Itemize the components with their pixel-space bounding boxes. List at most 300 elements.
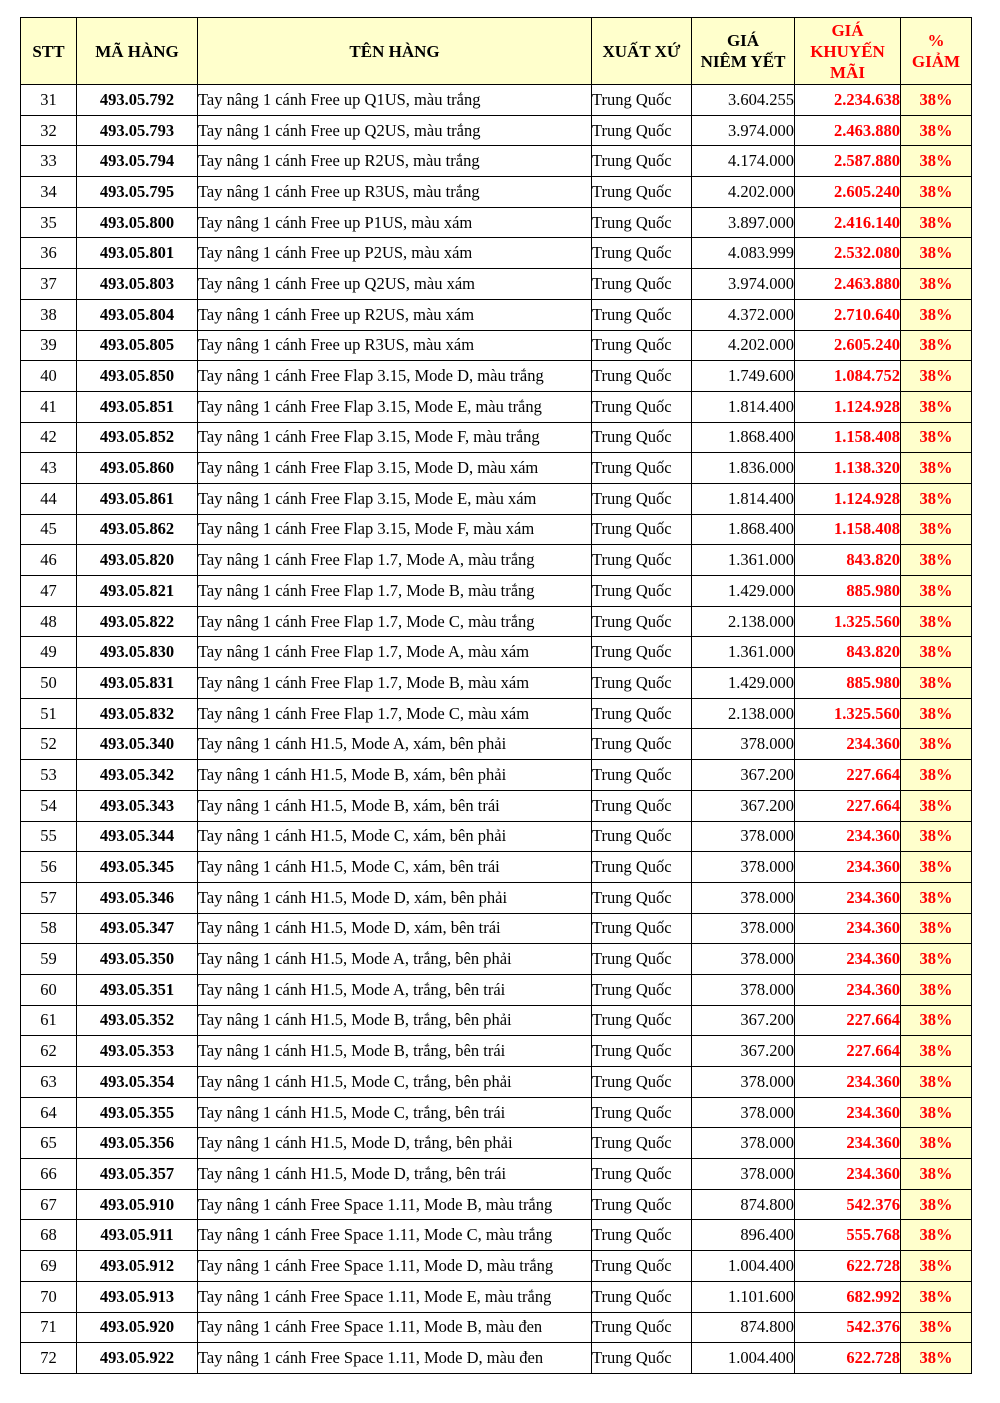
table-row <box>21 1128 972 1159</box>
cell-promo-price: 885.980 <box>795 668 901 699</box>
table-row <box>21 545 972 576</box>
cell-origin: Trung Quốc <box>592 545 692 576</box>
cell-name: Tay nâng 1 cánh Free Flap 3.15, Mode E, màu xám <box>198 483 592 514</box>
cell-list-price: 1.101.600 <box>692 1281 795 1312</box>
cell-stt: 57 <box>21 882 77 913</box>
cell-list-price: 378.000 <box>692 1159 795 1190</box>
cell-origin: Trung Quốc <box>592 821 692 852</box>
cell-stt: 44 <box>21 483 77 514</box>
cell-promo-price: 2.463.880 <box>795 115 901 146</box>
cell-promo-price: 2.605.240 <box>795 177 901 208</box>
cell-discount: 38% <box>901 821 972 852</box>
cell-stt: 56 <box>21 852 77 883</box>
header-list-price-line2: NIÊM YẾT <box>700 52 786 71</box>
cell-name: Tay nâng 1 cánh Free up Q2US, màu xám <box>198 269 592 300</box>
cell-name: Tay nâng 1 cánh H1.5, Mode C, xám, bên trái <box>198 852 592 883</box>
cell-list-price: 874.800 <box>692 1189 795 1220</box>
cell-origin: Trung Quốc <box>592 177 692 208</box>
cell-stt: 41 <box>21 391 77 422</box>
header-stt: STT <box>21 18 77 85</box>
table-row <box>21 514 972 545</box>
cell-list-price: 378.000 <box>692 882 795 913</box>
cell-stt: 35 <box>21 207 77 238</box>
cell-promo-price: 2.605.240 <box>795 330 901 361</box>
cell-code: 493.05.804 <box>77 299 198 330</box>
header-promo-line2: KHUYẾN <box>810 41 885 61</box>
table-row <box>21 422 972 453</box>
cell-name: Tay nâng 1 cánh H1.5, Mode D, xám, bên phải <box>198 882 592 913</box>
table-row <box>21 453 972 484</box>
cell-list-price: 378.000 <box>692 913 795 944</box>
cell-list-price: 1.361.000 <box>692 545 795 576</box>
cell-promo-price: 2.416.140 <box>795 207 901 238</box>
cell-stt: 62 <box>21 1036 77 1067</box>
cell-code: 493.05.792 <box>77 85 198 116</box>
cell-list-price: 4.202.000 <box>692 177 795 208</box>
cell-list-price: 1.361.000 <box>692 637 795 668</box>
cell-code: 493.05.820 <box>77 545 198 576</box>
cell-origin: Trung Quốc <box>592 1312 692 1343</box>
cell-origin: Trung Quốc <box>592 1097 692 1128</box>
cell-stt: 70 <box>21 1281 77 1312</box>
cell-discount: 38% <box>901 361 972 392</box>
cell-discount: 38% <box>901 760 972 791</box>
cell-stt: 59 <box>21 944 77 975</box>
cell-stt: 61 <box>21 1005 77 1036</box>
cell-origin: Trung Quốc <box>592 269 692 300</box>
cell-name: Tay nâng 1 cánh Free Flap 1.7, Mode C, màu trắng <box>198 606 592 637</box>
table-row <box>21 576 972 607</box>
cell-origin: Trung Quốc <box>592 1281 692 1312</box>
cell-code: 493.05.860 <box>77 453 198 484</box>
cell-stt: 33 <box>21 146 77 177</box>
table-row <box>21 1005 972 1036</box>
cell-origin: Trung Quốc <box>592 1128 692 1159</box>
cell-name: Tay nâng 1 cánh H1.5, Mode D, xám, bên trái <box>198 913 592 944</box>
cell-code: 493.05.344 <box>77 821 198 852</box>
cell-origin: Trung Quốc <box>592 238 692 269</box>
cell-discount: 38% <box>901 1189 972 1220</box>
table-row <box>21 269 972 300</box>
cell-discount: 38% <box>901 453 972 484</box>
cell-promo-price: 234.360 <box>795 974 901 1005</box>
cell-discount: 38% <box>901 1220 972 1251</box>
cell-discount: 38% <box>901 1159 972 1190</box>
cell-promo-price: 234.360 <box>795 1128 901 1159</box>
cell-promo-price: 1.124.928 <box>795 391 901 422</box>
cell-discount: 38% <box>901 391 972 422</box>
cell-stt: 40 <box>21 361 77 392</box>
table-row <box>21 1220 972 1251</box>
cell-promo-price: 1.325.560 <box>795 698 901 729</box>
cell-promo-price: 234.360 <box>795 1159 901 1190</box>
cell-discount: 38% <box>901 606 972 637</box>
cell-code: 493.05.910 <box>77 1189 198 1220</box>
cell-name: Tay nâng 1 cánh Free Flap 3.15, Mode F, màu xám <box>198 514 592 545</box>
cell-origin: Trung Quốc <box>592 146 692 177</box>
cell-name: Tay nâng 1 cánh Free up R2US, màu trắng <box>198 146 592 177</box>
cell-list-price: 2.138.000 <box>692 698 795 729</box>
table-row <box>21 1251 972 1282</box>
cell-origin: Trung Quốc <box>592 422 692 453</box>
cell-name: Tay nâng 1 cánh Free Flap 1.7, Mode A, màu xám <box>198 637 592 668</box>
cell-origin: Trung Quốc <box>592 514 692 545</box>
cell-name: Tay nâng 1 cánh Free up P1US, màu xám <box>198 207 592 238</box>
cell-origin: Trung Quốc <box>592 453 692 484</box>
table-row <box>21 1281 972 1312</box>
cell-name: Tay nâng 1 cánh Free up R3US, màu trắng <box>198 177 592 208</box>
cell-stt: 43 <box>21 453 77 484</box>
cell-name: Tay nâng 1 cánh H1.5, Mode A, trắng, bên trái <box>198 974 592 1005</box>
cell-name: Tay nâng 1 cánh Free Flap 1.7, Mode A, màu trắng <box>198 545 592 576</box>
cell-code: 493.05.922 <box>77 1343 198 1374</box>
table-row <box>21 361 972 392</box>
cell-code: 493.05.800 <box>77 207 198 238</box>
cell-code: 493.05.345 <box>77 852 198 883</box>
cell-promo-price: 2.532.080 <box>795 238 901 269</box>
cell-stt: 48 <box>21 606 77 637</box>
cell-discount: 38% <box>901 146 972 177</box>
table-row <box>21 207 972 238</box>
cell-list-price: 2.138.000 <box>692 606 795 637</box>
cell-stt: 69 <box>21 1251 77 1282</box>
cell-list-price: 3.974.000 <box>692 115 795 146</box>
cell-origin: Trung Quốc <box>592 207 692 238</box>
cell-discount: 38% <box>901 944 972 975</box>
cell-code: 493.05.342 <box>77 760 198 791</box>
cell-list-price: 896.400 <box>692 1220 795 1251</box>
cell-name: Tay nâng 1 cánh Free Flap 3.15, Mode E, màu trắng <box>198 391 592 422</box>
cell-stt: 52 <box>21 729 77 760</box>
table-row <box>21 729 972 760</box>
cell-list-price: 1.868.400 <box>692 514 795 545</box>
cell-discount: 38% <box>901 1281 972 1312</box>
cell-stt: 53 <box>21 760 77 791</box>
cell-code: 493.05.350 <box>77 944 198 975</box>
cell-name: Tay nâng 1 cánh Free Space 1.11, Mode D, màu trắng <box>198 1251 592 1282</box>
cell-code: 493.05.911 <box>77 1220 198 1251</box>
table-row <box>21 483 972 514</box>
cell-list-price: 1.814.400 <box>692 391 795 422</box>
cell-code: 493.05.831 <box>77 668 198 699</box>
table-row <box>21 698 972 729</box>
cell-list-price: 1.429.000 <box>692 668 795 699</box>
cell-name: Tay nâng 1 cánh Free Flap 1.7, Mode C, màu xám <box>198 698 592 729</box>
cell-code: 493.05.793 <box>77 115 198 146</box>
cell-code: 493.05.803 <box>77 269 198 300</box>
cell-stt: 66 <box>21 1159 77 1190</box>
cell-list-price: 3.897.000 <box>692 207 795 238</box>
table-row <box>21 299 972 330</box>
cell-code: 493.05.852 <box>77 422 198 453</box>
cell-stt: 60 <box>21 974 77 1005</box>
cell-origin: Trung Quốc <box>592 882 692 913</box>
cell-name: Tay nâng 1 cánh Free Flap 1.7, Mode B, màu trắng <box>198 576 592 607</box>
table-row <box>21 913 972 944</box>
cell-list-price: 1.868.400 <box>692 422 795 453</box>
cell-discount: 38% <box>901 269 972 300</box>
cell-discount: 38% <box>901 1036 972 1067</box>
table-body <box>21 85 972 1374</box>
cell-discount: 38% <box>901 1312 972 1343</box>
cell-name: Tay nâng 1 cánh Free Space 1.11, Mode B, màu trắng <box>198 1189 592 1220</box>
cell-origin: Trung Quốc <box>592 729 692 760</box>
cell-origin: Trung Quốc <box>592 330 692 361</box>
cell-promo-price: 1.138.320 <box>795 453 901 484</box>
cell-list-price: 4.372.000 <box>692 299 795 330</box>
cell-code: 493.05.356 <box>77 1128 198 1159</box>
cell-stt: 38 <box>21 299 77 330</box>
cell-promo-price: 542.376 <box>795 1312 901 1343</box>
cell-name: Tay nâng 1 cánh H1.5, Mode C, xám, bên phải <box>198 821 592 852</box>
cell-name: Tay nâng 1 cánh Free up R3US, màu xám <box>198 330 592 361</box>
cell-code: 493.05.354 <box>77 1067 198 1098</box>
cell-list-price: 378.000 <box>692 944 795 975</box>
cell-list-price: 4.083.999 <box>692 238 795 269</box>
cell-discount: 38% <box>901 882 972 913</box>
cell-code: 493.05.830 <box>77 637 198 668</box>
cell-list-price: 874.800 <box>692 1312 795 1343</box>
cell-name: Tay nâng 1 cánh Free Flap 3.15, Mode D, màu trắng <box>198 361 592 392</box>
table-header <box>21 18 972 85</box>
cell-name: Tay nâng 1 cánh Free Flap 3.15, Mode D, màu xám <box>198 453 592 484</box>
cell-discount: 38% <box>901 115 972 146</box>
cell-origin: Trung Quốc <box>592 974 692 1005</box>
table-row <box>21 177 972 208</box>
cell-origin: Trung Quốc <box>592 576 692 607</box>
header-promo-line3: MÃI <box>830 62 865 82</box>
table-row <box>21 668 972 699</box>
cell-code: 493.05.357 <box>77 1159 198 1190</box>
cell-stt: 55 <box>21 821 77 852</box>
cell-name: Tay nâng 1 cánh H1.5, Mode C, trắng, bên trái <box>198 1097 592 1128</box>
cell-code: 493.05.355 <box>77 1097 198 1128</box>
cell-origin: Trung Quốc <box>592 391 692 422</box>
cell-name: Tay nâng 1 cánh H1.5, Mode B, trắng, bên trái <box>198 1036 592 1067</box>
cell-discount: 38% <box>901 207 972 238</box>
table-row <box>21 1097 972 1128</box>
cell-origin: Trung Quốc <box>592 913 692 944</box>
cell-code: 493.05.850 <box>77 361 198 392</box>
cell-list-price: 378.000 <box>692 729 795 760</box>
cell-stt: 72 <box>21 1343 77 1374</box>
cell-code: 493.05.343 <box>77 790 198 821</box>
cell-discount: 38% <box>901 545 972 576</box>
cell-list-price: 367.200 <box>692 760 795 791</box>
header-name: TÊN HÀNG <box>198 18 592 85</box>
table-row <box>21 1159 972 1190</box>
cell-stt: 65 <box>21 1128 77 1159</box>
cell-discount: 38% <box>901 1128 972 1159</box>
cell-promo-price: 542.376 <box>795 1189 901 1220</box>
cell-stt: 32 <box>21 115 77 146</box>
cell-promo-price: 227.664 <box>795 760 901 791</box>
cell-promo-price: 555.768 <box>795 1220 901 1251</box>
cell-promo-price: 234.360 <box>795 729 901 760</box>
header-discount-line2: GIẢM <box>911 52 961 71</box>
cell-list-price: 1.749.600 <box>692 361 795 392</box>
table-row <box>21 1189 972 1220</box>
cell-list-price: 367.200 <box>692 790 795 821</box>
cell-stt: 54 <box>21 790 77 821</box>
cell-origin: Trung Quốc <box>592 483 692 514</box>
cell-origin: Trung Quốc <box>592 852 692 883</box>
cell-name: Tay nâng 1 cánh Free Flap 1.7, Mode B, màu xám <box>198 668 592 699</box>
cell-stt: 68 <box>21 1220 77 1251</box>
cell-discount: 38% <box>901 85 972 116</box>
cell-promo-price: 234.360 <box>795 1067 901 1098</box>
cell-promo-price: 227.664 <box>795 790 901 821</box>
cell-promo-price: 227.664 <box>795 1005 901 1036</box>
cell-promo-price: 843.820 <box>795 637 901 668</box>
cell-name: Tay nâng 1 cánh Free up P2US, màu xám <box>198 238 592 269</box>
cell-discount: 38% <box>901 483 972 514</box>
cell-list-price: 378.000 <box>692 1128 795 1159</box>
cell-promo-price: 227.664 <box>795 1036 901 1067</box>
cell-discount: 38% <box>901 1251 972 1282</box>
cell-origin: Trung Quốc <box>592 1343 692 1374</box>
cell-list-price: 4.174.000 <box>692 146 795 177</box>
cell-origin: Trung Quốc <box>592 299 692 330</box>
cell-discount: 38% <box>901 1097 972 1128</box>
cell-discount: 38% <box>901 668 972 699</box>
table-row <box>21 238 972 269</box>
cell-discount: 38% <box>901 299 972 330</box>
cell-list-price: 367.200 <box>692 1036 795 1067</box>
cell-promo-price: 234.360 <box>795 1097 901 1128</box>
cell-discount: 38% <box>901 1343 972 1374</box>
cell-stt: 58 <box>21 913 77 944</box>
header-discount <box>901 18 972 85</box>
header-promo-line1: GIÁ <box>831 20 864 40</box>
cell-list-price: 1.814.400 <box>692 483 795 514</box>
cell-stt: 47 <box>21 576 77 607</box>
cell-promo-price: 1.158.408 <box>795 422 901 453</box>
cell-stt: 64 <box>21 1097 77 1128</box>
cell-name: Tay nâng 1 cánh H1.5, Mode A, trắng, bên phải <box>198 944 592 975</box>
cell-name: Tay nâng 1 cánh H1.5, Mode D, trắng, bên trái <box>198 1159 592 1190</box>
header-list-price-line1: GIÁ <box>726 31 760 50</box>
cell-origin: Trung Quốc <box>592 1220 692 1251</box>
cell-origin: Trung Quốc <box>592 944 692 975</box>
table-row <box>21 115 972 146</box>
cell-stt: 36 <box>21 238 77 269</box>
cell-code: 493.05.912 <box>77 1251 198 1282</box>
cell-code: 493.05.862 <box>77 514 198 545</box>
cell-code: 493.05.351 <box>77 974 198 1005</box>
cell-origin: Trung Quốc <box>592 606 692 637</box>
cell-code: 493.05.794 <box>77 146 198 177</box>
cell-discount: 38% <box>901 790 972 821</box>
table-row <box>21 85 972 116</box>
cell-promo-price: 234.360 <box>795 882 901 913</box>
table-row <box>21 944 972 975</box>
cell-discount: 38% <box>901 729 972 760</box>
table-row <box>21 1036 972 1067</box>
cell-origin: Trung Quốc <box>592 668 692 699</box>
table-row <box>21 606 972 637</box>
cell-name: Tay nâng 1 cánh Free Space 1.11, Mode D, màu đen <box>198 1343 592 1374</box>
cell-promo-price: 622.728 <box>795 1343 901 1374</box>
cell-code: 493.05.822 <box>77 606 198 637</box>
cell-stt: 46 <box>21 545 77 576</box>
cell-promo-price: 885.980 <box>795 576 901 607</box>
cell-discount: 38% <box>901 974 972 1005</box>
table-row <box>21 330 972 361</box>
cell-list-price: 1.004.400 <box>692 1251 795 1282</box>
cell-promo-price: 1.158.408 <box>795 514 901 545</box>
cell-name: Tay nâng 1 cánh H1.5, Mode B, trắng, bên phải <box>198 1005 592 1036</box>
header-discount-line1: % <box>927 31 945 50</box>
cell-list-price: 378.000 <box>692 852 795 883</box>
cell-code: 493.05.801 <box>77 238 198 269</box>
cell-list-price: 378.000 <box>692 1097 795 1128</box>
header-origin: XUẤT XỨ <box>592 18 692 85</box>
table-row <box>21 852 972 883</box>
price-table <box>20 17 972 1374</box>
cell-origin: Trung Quốc <box>592 1251 692 1282</box>
cell-promo-price: 1.124.928 <box>795 483 901 514</box>
cell-name: Tay nâng 1 cánh H1.5, Mode C, trắng, bên phải <box>198 1067 592 1098</box>
cell-name: Tay nâng 1 cánh H1.5, Mode A, xám, bên phải <box>198 729 592 760</box>
header-promo-price <box>795 18 901 85</box>
cell-promo-price: 234.360 <box>795 944 901 975</box>
cell-discount: 38% <box>901 852 972 883</box>
cell-name: Tay nâng 1 cánh H1.5, Mode B, xám, bên trái <box>198 790 592 821</box>
cell-name: Tay nâng 1 cánh Free Flap 3.15, Mode F, màu trắng <box>198 422 592 453</box>
table-row <box>21 1312 972 1343</box>
cell-code: 493.05.346 <box>77 882 198 913</box>
cell-stt: 45 <box>21 514 77 545</box>
header-code: MÃ HÀNG <box>77 18 198 85</box>
cell-promo-price: 2.463.880 <box>795 269 901 300</box>
cell-origin: Trung Quốc <box>592 790 692 821</box>
cell-name: Tay nâng 1 cánh H1.5, Mode B, xám, bên phải <box>198 760 592 791</box>
cell-origin: Trung Quốc <box>592 1005 692 1036</box>
cell-discount: 38% <box>901 177 972 208</box>
cell-code: 493.05.805 <box>77 330 198 361</box>
cell-stt: 63 <box>21 1067 77 1098</box>
cell-promo-price: 2.710.640 <box>795 299 901 330</box>
cell-list-price: 3.604.255 <box>692 85 795 116</box>
cell-name: Tay nâng 1 cánh Free Space 1.11, Mode E, màu trắng <box>198 1281 592 1312</box>
cell-name: Tay nâng 1 cánh Free up Q2US, màu trắng <box>198 115 592 146</box>
cell-discount: 38% <box>901 1005 972 1036</box>
table-row <box>21 760 972 791</box>
cell-list-price: 4.202.000 <box>692 330 795 361</box>
cell-code: 493.05.913 <box>77 1281 198 1312</box>
cell-stt: 71 <box>21 1312 77 1343</box>
cell-code: 493.05.347 <box>77 913 198 944</box>
cell-discount: 38% <box>901 514 972 545</box>
cell-promo-price: 622.728 <box>795 1251 901 1282</box>
cell-name: Tay nâng 1 cánh Free up Q1US, màu trắng <box>198 85 592 116</box>
cell-stt: 34 <box>21 177 77 208</box>
cell-list-price: 1.004.400 <box>692 1343 795 1374</box>
cell-origin: Trung Quốc <box>592 1159 692 1190</box>
cell-origin: Trung Quốc <box>592 698 692 729</box>
cell-promo-price: 234.360 <box>795 852 901 883</box>
table-row <box>21 637 972 668</box>
cell-stt: 39 <box>21 330 77 361</box>
cell-code: 493.05.353 <box>77 1036 198 1067</box>
cell-promo-price: 2.234.638 <box>795 85 901 116</box>
cell-list-price: 3.974.000 <box>692 269 795 300</box>
cell-stt: 50 <box>21 668 77 699</box>
header-list-price <box>692 18 795 85</box>
cell-origin: Trung Quốc <box>592 760 692 791</box>
cell-stt: 67 <box>21 1189 77 1220</box>
